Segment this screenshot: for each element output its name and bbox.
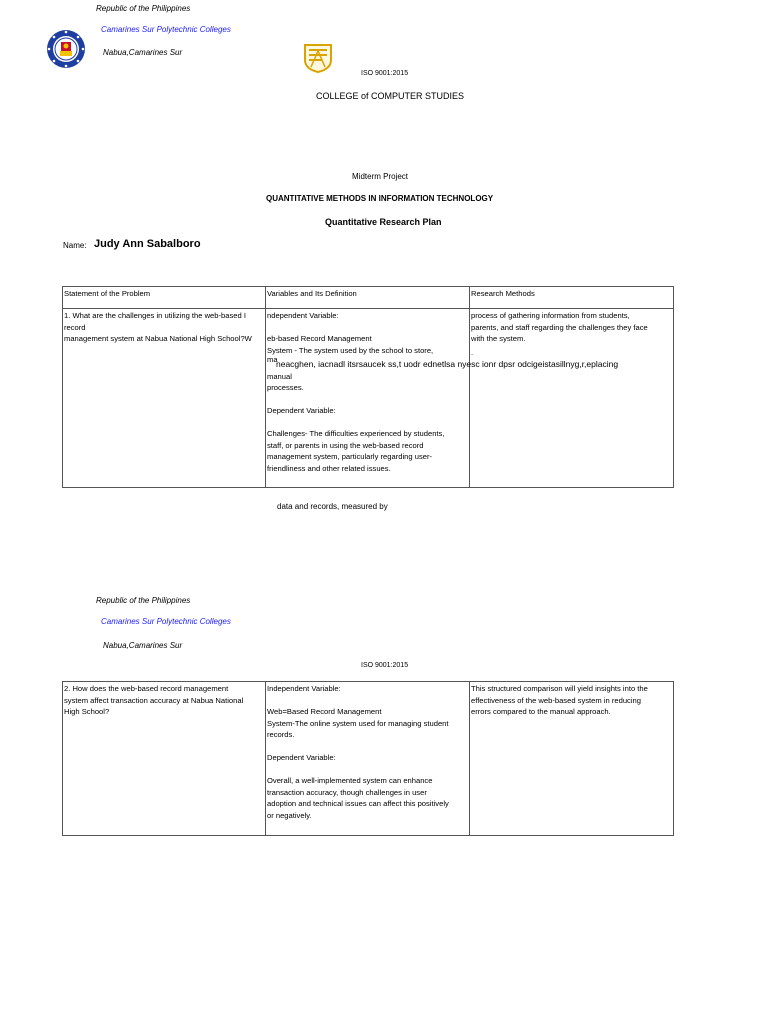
- university-seal-icon: [46, 29, 86, 69]
- methods-line: effectiveness of the web-based system in reducing: [471, 695, 641, 705]
- cpsc-logo-icon: [302, 42, 334, 74]
- variables-line: Dependent Variable:: [267, 753, 336, 762]
- name-label: Name:: [63, 241, 87, 250]
- college-name-page2: Camarines Sur Polytechnic Colleges: [101, 617, 231, 626]
- overlapping-text-line: neacghen, iacnadl itsrsaucek ss,t uodr ednetlsa nyesc ionr dpsr odcigeistasillnyg,r,eplacing: [276, 359, 619, 369]
- problem-line: 1. What are the challenges in utilizing the web-based I: [64, 311, 246, 320]
- variables-line: Dependent Variable:: [267, 406, 336, 415]
- methods-line: errors compared to the manual approach.: [471, 707, 611, 716]
- variables-line: transaction accuracy, though challenges in user: [267, 787, 427, 797]
- header-problem: Statement of the Problem: [63, 287, 266, 309]
- problem-line: system affect transaction accuracy at Nabua National: [64, 695, 244, 705]
- plan-title: Quantitative Research Plan: [325, 217, 442, 227]
- methods-line: This structured comparison will yield insights into the: [471, 684, 648, 693]
- iso-label-page2: ISO 9001:2015: [361, 662, 409, 669]
- variables-line: ma: [267, 355, 278, 364]
- header-methods: Research Methods: [470, 287, 674, 309]
- republic-text-page2: Republic of the Philippines: [96, 596, 191, 605]
- department-title: COLLEGE of COMPUTER STUDIES: [316, 91, 465, 101]
- stray-text: data and records, measured by: [277, 502, 388, 511]
- college-address: Nabua,Camarines Sur: [103, 48, 183, 57]
- problem-line: High School?: [64, 707, 110, 716]
- variables-line: Web=Based Record Management: [267, 707, 382, 716]
- variables-line: eb-based Record Management: [267, 334, 372, 343]
- table-row: [63, 309, 674, 488]
- methods-line: parents, and staff regarding the challenges they face: [471, 322, 648, 332]
- problem-cell: [63, 682, 266, 836]
- college-name: Camarines Sur Polytechnic Colleges: [101, 25, 231, 34]
- variables-line: System-The online system used for managing student: [267, 718, 449, 728]
- project-type: Midterm Project: [352, 172, 409, 181]
- table-row: [63, 682, 674, 836]
- variables-line: management system, particularly regarding user-: [267, 452, 433, 461]
- variables-line: or negatively.: [267, 810, 312, 820]
- problem-cell: [63, 309, 266, 488]
- variables-line: records.: [267, 730, 295, 739]
- republic-text: Republic of the Philippines: [96, 4, 191, 13]
- table-header-row: [63, 287, 674, 309]
- variables-line: friendliness and other related issues.: [267, 463, 391, 473]
- problem-line: record: [64, 322, 86, 332]
- variables-line: ndependent Variable:: [267, 311, 339, 320]
- college-address-page2: Nabua,Camarines Sur: [103, 641, 183, 650]
- student-name: Judy Ann Sabalboro: [94, 238, 201, 250]
- research-plan-table-page2: [62, 681, 674, 836]
- methods-line: process of gathering information from students,: [471, 311, 630, 320]
- methods-cell: [470, 309, 674, 488]
- header-variables: Variables and Its Definition: [266, 287, 470, 309]
- variables-cell: [266, 682, 470, 836]
- problem-line: management system at Nabua National High School?W: [64, 334, 252, 343]
- course-title: QUANTITATIVE METHODS IN INFORMATION TECHNOLOGY: [266, 194, 494, 203]
- variables-line: manual: [267, 371, 292, 381]
- research-plan-table: [62, 286, 674, 488]
- methods-line: with the system.: [471, 334, 526, 343]
- variables-line: Overall, a well-implemented system can enhance: [267, 776, 433, 785]
- methods-cell: [470, 682, 674, 836]
- variables-line: Challenges- The difficulties experienced by students,: [267, 429, 445, 438]
- variables-line: adoption and technical issues can affect this positively: [267, 799, 449, 808]
- variables-line: processes.: [267, 383, 304, 392]
- problem-line: 2. How does the web-based record management: [64, 684, 229, 693]
- variables-line: Independent Variable:: [267, 684, 341, 693]
- iso-label: ISO 9001:2015: [361, 70, 409, 77]
- variables-line: System - The system used by the school to store,: [267, 345, 434, 355]
- methods-line: .: [471, 347, 474, 357]
- variables-line: staff, or parents in using the web-based record: [267, 440, 424, 450]
